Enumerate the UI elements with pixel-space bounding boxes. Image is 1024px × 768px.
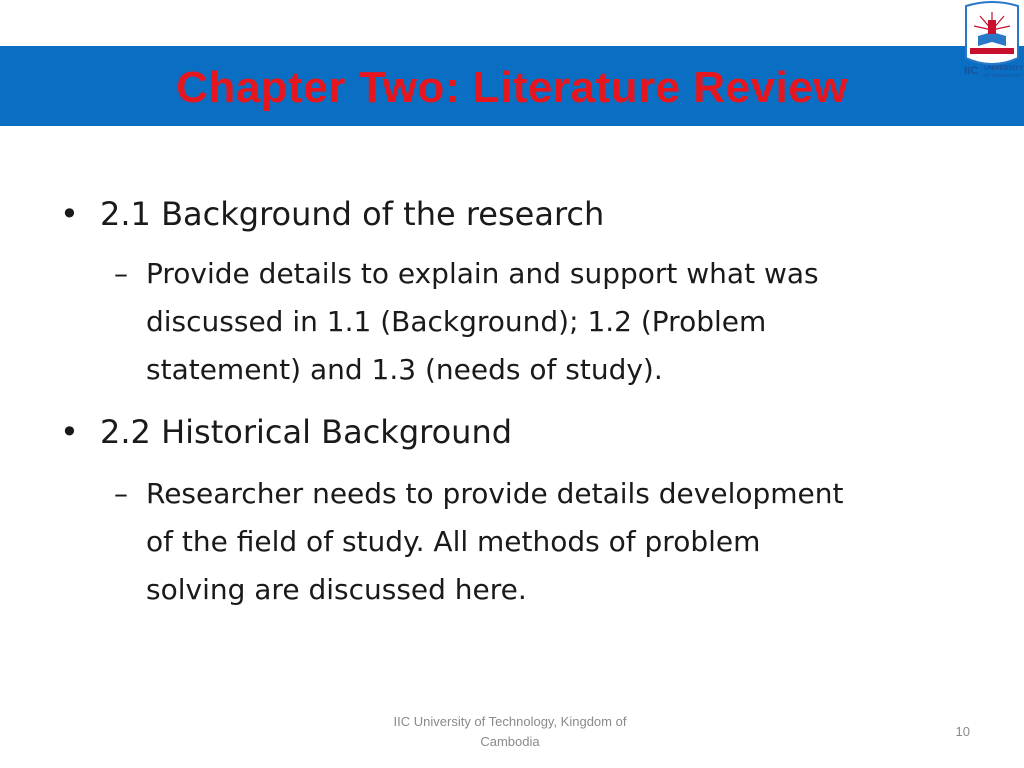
footer-line: Cambodia — [480, 734, 540, 749]
logo-text-primary: IIC — [964, 65, 979, 77]
sub-bullet-text — [146, 250, 956, 394]
sub-bullet-line: statement) and 1.3 (needs of study). — [146, 353, 663, 386]
logo-text-secondary: UNIVERSITY — [984, 65, 1024, 72]
sub-bullet-marker: – — [114, 257, 128, 290]
slide-footer — [360, 712, 660, 752]
bullet-text: 2.1 Background of the research — [100, 195, 605, 233]
sub-bullet-line: Researcher needs to provide details development — [146, 477, 844, 510]
slide-title: Chapter Two: Literature Review — [176, 63, 848, 112]
logo-text-tertiary: OF TECHNOLOGY — [984, 73, 1023, 78]
sub-bullet-line: Provide details to explain and support what was — [146, 257, 819, 290]
sub-bullet-text — [146, 470, 956, 614]
bullet-marker: • — [60, 195, 79, 233]
bullet-marker: • — [60, 413, 79, 451]
sub-bullet-marker: – — [114, 477, 128, 510]
bullet-text: 2.2 Historical Background — [100, 413, 513, 451]
sub-bullet-line: solving are discussed here. — [146, 573, 527, 606]
page-number: 10 — [955, 724, 970, 739]
sub-bullet-line: of the field of study. All methods of problem — [146, 525, 761, 558]
sub-bullet-line: discussed in 1.1 (Background); 1.2 (Problem — [146, 305, 767, 338]
footer-line: IIC University of Technology, Kingdom of — [393, 714, 627, 729]
university-logo-icon — [960, 0, 1024, 96]
